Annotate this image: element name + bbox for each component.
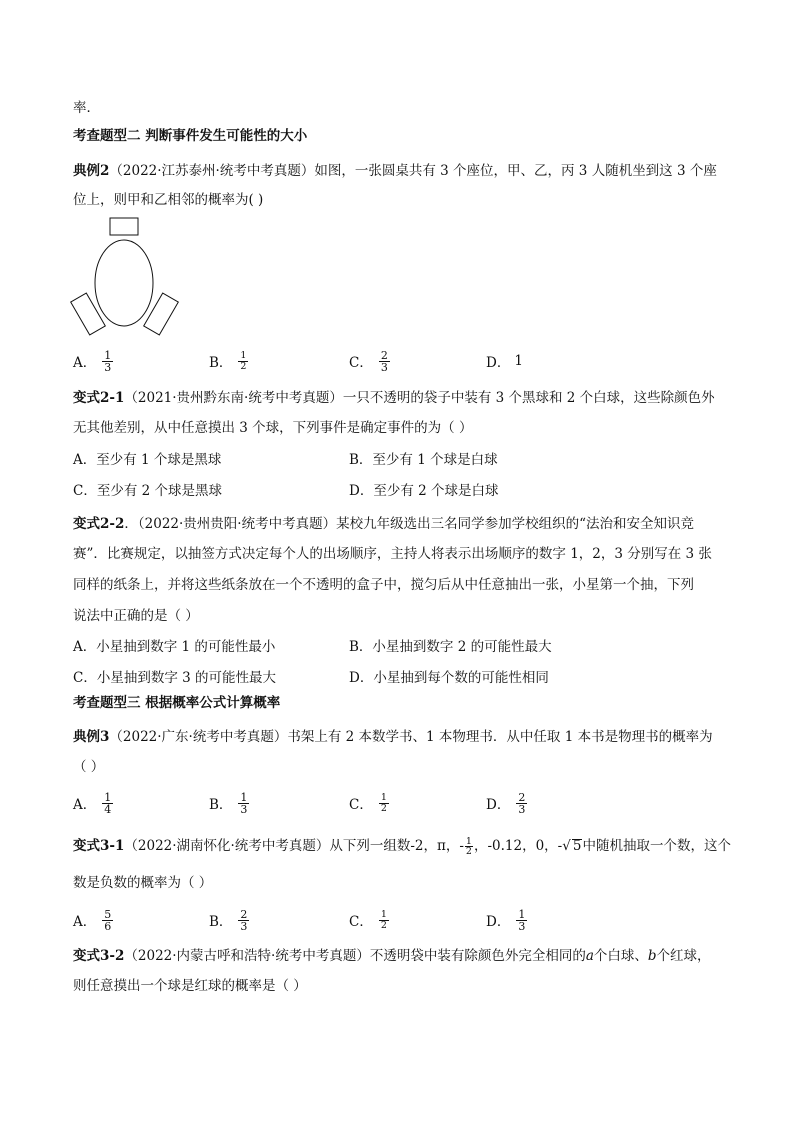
numerator: 1 [104,348,112,362]
question-label: 典例2 [73,163,110,179]
question-line [73,727,713,747]
option-a [73,905,113,935]
denominator: 3 [518,919,526,933]
denominator: 3 [104,360,112,374]
seat-right [144,293,179,335]
denominator: 3 [518,802,526,816]
question-text: （2022·内蒙古呼和浩特·统考中考真题）不透明袋中装有除颜色外完全相同的 [124,948,586,964]
question-line [73,161,717,181]
denominator: 6 [104,919,112,933]
question-text: （2022·江苏泰州·统考中考真题）如图，一张圆桌共有 3 个座位，甲、乙，丙 3 人随机坐到这 3 个座 [109,163,717,179]
question-text: （2022·广东·统考中考真题）书架上有 2 本数学书、1 本物理书．从中任取 1 本书是物理书的概率为 [109,729,713,745]
option-letter: C． [349,355,373,371]
option-a: A．至少有 1 个球是黑球 [73,452,222,468]
option-a [73,346,113,376]
option-c [349,905,389,935]
table-ellipse [95,240,153,326]
option-letter: A． [73,797,97,813]
question-line: 赛”．比赛规定，以抽签方式决定每个人的出场顺序，主持人将表示出场顺序的数字 1，2，3 分别写在 3 张 [73,546,712,562]
option-letter: D． [486,797,511,813]
numerator: 1 [380,908,387,920]
seat-top [110,218,138,235]
option-b [209,346,248,376]
options-row [73,788,733,818]
question-text: （2022·湖南怀化·统考中考真题）从下列一组数-2，π，- [124,838,464,854]
question-text: 个红球， [656,948,711,964]
option-letter: C． [349,797,373,813]
question-line: 说法中正确的是（ ） [73,608,199,624]
denominator: 2 [465,846,472,857]
fraction [238,351,248,372]
fraction [102,909,113,932]
variable-a: a [585,948,594,964]
numerator: 1 [465,836,472,847]
option-letter: B． [209,797,233,813]
numerator: 2 [240,907,248,921]
options-row [73,905,733,935]
numerator: 5 [104,907,112,921]
option-letter: D． [486,355,511,371]
option-letter: B． [209,355,233,371]
question-line [73,514,694,534]
numerator: 1 [240,790,248,804]
question-line: 同样的纸条上，并将这些纸条放在一个不透明的盒子中，搅匀后从中任意抽出一张，小星第一个抽，下列 [73,577,694,593]
fraction [238,909,249,932]
question-text: ，-0.12，0，- [473,838,563,854]
section-title: 考查题型二 判断事件发生可能性的大小 [73,128,308,144]
option-b [209,905,249,935]
fraction [516,792,527,815]
round-table-figure [68,214,183,339]
option-b [209,788,249,818]
question-text: （2021·贵州黔东南·统考中考真题）一只不透明的袋子中装有 3 个黑球和 2 个白球，这些除颜色外 [124,390,715,406]
question-line: 则任意摸出一个球是红球的概率是（ ） [73,978,307,994]
denominator: 4 [104,802,112,816]
fraction [238,792,249,815]
option-d [486,346,523,376]
sqrt-sign: √ [562,838,571,854]
option-d: D．至少有 2 个球是白球 [349,483,499,499]
numerator: 1 [518,907,526,921]
question-line [73,388,715,408]
option-b: B．小星抽到数字 2 的可能性最大 [349,639,552,655]
denominator: 2 [380,802,387,814]
question-label: 变式3-1 [73,838,125,854]
option-a [73,788,113,818]
option-c [349,346,390,376]
option-letter: A． [73,355,97,371]
numerator: 2 [380,348,388,362]
denominator: 3 [380,360,388,374]
numerator: 2 [518,790,526,804]
option-c: C．至少有 2 个球是黑球 [73,483,223,499]
question-line: 数是负数的概率为（ ） [73,875,213,891]
inline-fraction [465,837,473,856]
question-label: 变式2-1 [73,390,125,406]
option-c [349,788,389,818]
option-letter: D． [486,914,511,930]
option-d: D．小星抽到每个数的可能性相同 [349,670,549,686]
question-label: 变式3-2 [73,948,125,964]
fraction [102,792,113,815]
option-d [486,905,527,935]
question-line: （ ） [73,759,105,775]
option-letter: B． [209,914,233,930]
question-line [73,946,711,966]
denominator: 2 [380,919,387,931]
option-d [486,788,527,818]
options-row [73,346,733,376]
option-c: C．小星抽到数字 3 的可能性最大 [73,670,277,686]
question-text: ．（2022·贵州贵阳·统考中考真题）某校九年级选出三名同学参加学校组织的“法治和安全知识竞 [124,516,694,532]
fraction [102,350,113,373]
denominator: 3 [240,919,248,933]
section-title: 考查题型三 根据概率公式计算概率 [73,695,281,711]
seat-left [71,293,106,335]
question-text: 中随机抽取一个数，这个 [582,838,731,854]
option-value: 1 [514,353,523,369]
denominator: 2 [240,360,247,372]
numerator: 1 [104,790,112,804]
numerator: 1 [380,791,387,803]
option-b: B．至少有 1 个球是白球 [349,452,498,468]
question-label: 典例3 [73,729,110,745]
variable-b: b [647,948,657,964]
sqrt-value: 5 [572,838,582,854]
question-label: 变式2-2 [73,516,125,532]
fraction [516,909,527,932]
fraction [379,350,390,373]
question-line: 位上，则甲和乙相邻的概率为( ) [73,192,264,208]
question-line: 无其他差别，从中任意摸出 3 个球，下列事件是确定事件的为（ ） [73,420,473,436]
fraction [379,910,389,931]
denominator: 3 [240,802,248,816]
text-line: 率． [73,100,100,116]
option-letter: C． [349,914,373,930]
option-a: A．小星抽到数字 1 的可能性最小 [73,639,276,655]
question-line [73,836,731,856]
numerator: 1 [240,349,247,361]
option-letter: A． [73,914,97,930]
question-text: 个白球、 [593,948,648,964]
fraction [379,793,389,814]
